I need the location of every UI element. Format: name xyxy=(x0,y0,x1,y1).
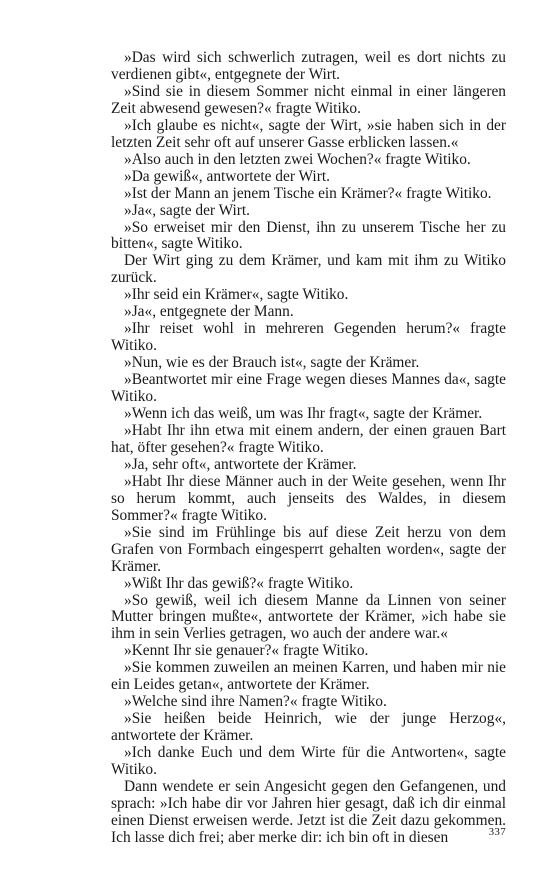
paragraph: »So erweiset mir den Dienst, ihn zu unserem Tische her zu bitten«, sagte Witiko. xyxy=(111,218,506,253)
paragraph: »Ist der Mann an jenem Tische ein Krämer?« fragte Witiko. xyxy=(124,184,492,202)
paragraph: »Ihr reiset wohl in mehreren Gegenden herum?« fragte Witiko. xyxy=(111,320,506,355)
paragraph: »Ich danke Euch und dem Wirte für die Antworten«, sagte Witiko. xyxy=(111,744,506,779)
paragraph: »Kennt Ihr sie genauer?« fragte Witiko. xyxy=(124,642,369,660)
paragraph: »Wißt Ihr das gewiß?« fragte Witiko. xyxy=(124,574,354,592)
page-number: 337 xyxy=(488,826,506,838)
page-body xyxy=(111,50,506,847)
paragraph: »Also auch in den letzten zwei Wochen?« fragte Witiko. xyxy=(124,150,471,168)
paragraph: »So gewiß, weil ich diesem Manne da Linnen von seiner Mutter bringen mußte«, antwortete der Krämer, »ich habe sie ihm in sein Verlies getragen, wo auch der andere war.« xyxy=(111,591,506,643)
paragraph: »Habt Ihr diese Männer auch in der Weite gesehen, wenn Ihr so herum kommt, auch jenseits des Waldes, in diesem Sommer?« fragte Witiko. xyxy=(111,472,506,524)
paragraph: »Wenn ich das weiß, um was Ihr fragt«, sagte der Krämer. xyxy=(124,405,483,423)
paragraph: »Sind sie in diesem Sommer nicht einmal in einer längeren Zeit abwesend gewesen?« fragte Witiko. xyxy=(111,82,506,117)
paragraph: »Das wird sich schwerlich zutragen, weil es dort nichts zu verdienen gibt«, entgegnete der Wirt. xyxy=(111,49,506,83)
paragraph: »Sie heißen beide Heinrich, wie der junge Herzog«, antwortete der Krämer. xyxy=(111,710,506,745)
paragraph: »Ihr seid ein Krämer«, sagte Witiko. xyxy=(124,286,349,304)
paragraph: »Ja, sehr oft«, antwortete der Krämer. xyxy=(124,455,357,473)
paragraph: »Ich glaube es nicht«, sagte der Wirt, »sie haben sich in der letzten Zeit sehr oft auf unserer Gasse erblicken lassen.« xyxy=(111,116,506,151)
paragraph: »Habt Ihr ihn etwa mit einem andern, der einen grauen Bart hat, öfter gesehen?« fragte Witiko. xyxy=(111,421,506,456)
paragraph: »Ja«, entgegnete der Mann. xyxy=(124,303,294,321)
paragraph: Dann wendete er sein Angesicht gegen den Gefangenen, und sprach: »Ich habe dir vor Jahren hier gesagt, daß ich dir einmal einen Dienst erweisen werde. Jetzt ist die Zeit dazu gekommen. Ich lasse dich frei; aber merke dir: ich bin oft in diesen xyxy=(111,777,506,846)
paragraph: »Beantwortet mir eine Frage wegen dieses Mannes da«, sagte Witiko. xyxy=(111,371,506,406)
paragraph: »Sie kommen zuweilen an meinen Karren, und haben mir nie ein Leides getan«, antwortete der Krämer. xyxy=(111,659,506,694)
paragraph: »Welche sind ihre Namen?« fragte Witiko. xyxy=(124,693,387,711)
paragraph: »Nun, wie es der Brauch ist«, sagte der Krämer. xyxy=(124,354,420,372)
paragraph: »Da gewiß«, antwortete der Wirt. xyxy=(124,167,330,185)
paragraph: »Sie sind im Frühlinge bis auf diese Zeit herzu von dem Grafen von Formbach eingesperrt gehalten worden«, sagte der Krämer. xyxy=(111,523,506,575)
paragraph: »Ja«, sagte der Wirt. xyxy=(124,201,251,219)
paragraph: Der Wirt ging zu dem Krämer, und kam mit ihm zu Witiko zurück. xyxy=(111,252,506,287)
